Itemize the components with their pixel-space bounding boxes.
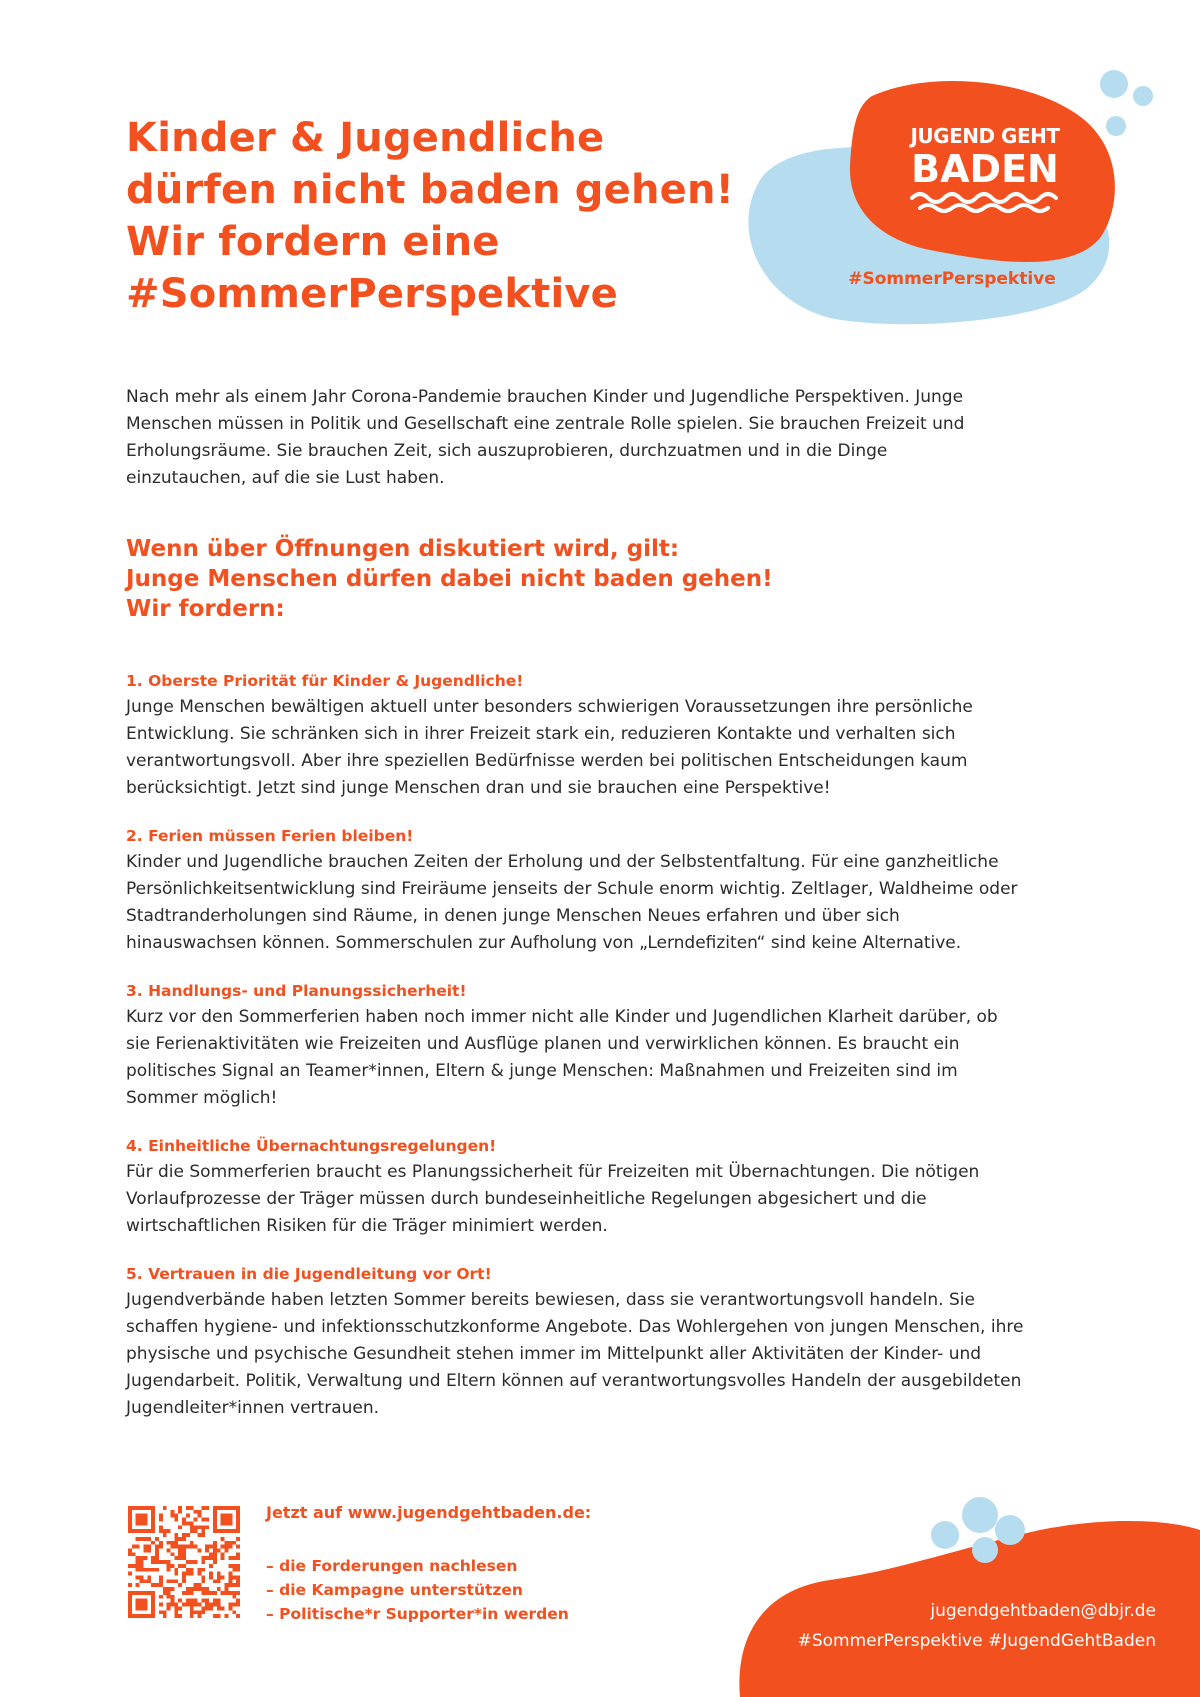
- demand-body: Für die Sommerferien braucht es Planungssicherheit für Freizeiten mit Übernachtungen. Die nötigen Vorlaufprozesse der Träger müssen durch bundeseinheitliche Regelungen abgesichert und die wirtschaftlichen Risiken für die Träger minimiert werden.: [126, 1162, 980, 1236]
- footer-contact: [736, 1596, 1156, 1656]
- qr-code-icon[interactable]: [128, 1506, 240, 1618]
- title-line: #SommerPerspektive: [126, 271, 618, 317]
- cta-item: – die Forderungen nachlesen: [266, 1557, 518, 1575]
- subhead-line: Wir fordern:: [126, 596, 285, 622]
- demand-title: 1. Oberste Priorität für Kinder & Jugendliche!: [126, 672, 524, 690]
- cta-heading[interactable]: Jetzt auf www.jugendgehtbaden.de:: [266, 1503, 592, 1522]
- subhead-line: Wenn über Öffnungen diskutiert wird, gilt:: [126, 536, 680, 562]
- bubble-decoration: [1100, 70, 1128, 98]
- title-line: Kinder & Jugendliche: [126, 115, 605, 161]
- title-line: dürfen nicht baden gehen!: [126, 167, 735, 213]
- title-line: Wir fordern eine: [126, 219, 500, 265]
- demand-title: 3. Handlungs- und Planungssicherheit!: [126, 982, 467, 1000]
- demands-list: [126, 670, 1026, 1445]
- demand-item: [126, 980, 1026, 1112]
- cta-item: – Politische*r Supporter*in werden: [266, 1605, 569, 1623]
- footer-hashtags: #SommerPerspektive #JugendGehtBaden: [797, 1631, 1156, 1651]
- intro-paragraph: Nach mehr als einem Jahr Corona-Pandemie brauchen Kinder und Jugendliche Perspektiven. Junge Menschen müssen in Politik und Gesellschaft eine zentrale Rolle spielen. Sie brauchen Freizeit und Erholungsräume. Sie brauchen Zeit, sich auszuprobieren, durchzuatmen und in die Dinge einzutauchen, auf die sie Lust haben.: [126, 387, 965, 488]
- bubble-decoration: [1133, 86, 1153, 106]
- bubble-decoration: [1106, 116, 1126, 136]
- footer-email[interactable]: jugendgehtbaden@dbjr.de: [930, 1601, 1156, 1621]
- call-to-action: [266, 1502, 686, 1626]
- demands-heading: [126, 534, 1006, 624]
- cta-item: – die Kampagne unterstützen: [266, 1581, 523, 1599]
- bubble-decoration: [972, 1537, 998, 1563]
- bubble-decoration: [931, 1521, 959, 1549]
- demand-body: Kinder und Jugendliche brauchen Zeiten der Erholung und der Selbstentfaltung. Für eine ganzheitliche Persönlichkeitsentwicklung sind Freiräume jenseits der Schule enorm wichtig. Zeltlager, Waldheime oder Stadtranderholungen sind Räume, in denen junge Menschen Neues erfahren und über sich hinauswachsen können. Sommerschulen zur Aufholung von „Lerndefiziten“ sind keine Alternative.: [126, 852, 1018, 953]
- subhead-line: Junge Menschen dürfen dabei nicht baden gehen!: [126, 566, 773, 592]
- demand-title: 4. Einheitliche Übernachtungsregelungen!: [126, 1137, 497, 1155]
- demand-body: Kurz vor den Sommerferien haben noch immer nicht alle Kinder und Jugendlichen Klarheit darüber, ob sie Ferienaktivitäten wie Freizeiten und Ausflüge planen und verwirklichen können. Es braucht ein politisches Signal an Teamer*innen, Eltern & junge Menschen: Maßnahmen und Freizeiten sind im Sommer möglich!: [126, 1007, 998, 1108]
- logo-hashtag: #SommerPerspektive: [848, 269, 1056, 289]
- bubble-decoration: [962, 1497, 998, 1533]
- demand-item: [126, 1135, 1026, 1240]
- logo-line: BADEN: [911, 147, 1059, 191]
- page-title: [126, 112, 766, 320]
- logo: [900, 124, 1070, 190]
- logo-line: JUGEND GEHT: [910, 124, 1060, 148]
- demand-item: [126, 1263, 1026, 1422]
- demand-item: [126, 825, 1026, 957]
- demand-title: 2. Ferien müssen Ferien bleiben!: [126, 827, 414, 845]
- demand-body: Junge Menschen bewältigen aktuell unter besonders schwierigen Voraussetzungen ihre persönliche Entwicklung. Sie schränken sich in ihrer Freizeit stark ein, reduzieren Kontakte und verhalten sich verantwortungsvoll. Aber ihre speziellen Bedürfnisse werden bei politischen Entscheidungen kaum berücksichtigt. Jetzt sind junge Menschen dran und sie brauchen eine Perspektive!: [126, 697, 973, 798]
- qr-modules: [128, 1506, 240, 1618]
- demand-item: [126, 670, 1026, 802]
- demand-body: Jugendverbände haben letzten Sommer bereits bewiesen, dass sie verantwortungsvoll handeln. Sie schaffen hygiene- und infektionsschutzkonforme Angebote. Das Wohlergehen von jungen Menschen, ihre physische und psychische Gesundheit stehen immer im Mittelpunkt aller Aktivitäten der Kinder- und Jugendarbeit. Politik, Verwaltung und Eltern können auf verantwortungsvolles Handeln der ausgebildeten Jugendleiter*innen vertrauen.: [126, 1290, 1024, 1418]
- demand-title: 5. Vertrauen in die Jugendleitung vor Ort!: [126, 1265, 492, 1283]
- bubble-decoration: [995, 1515, 1025, 1545]
